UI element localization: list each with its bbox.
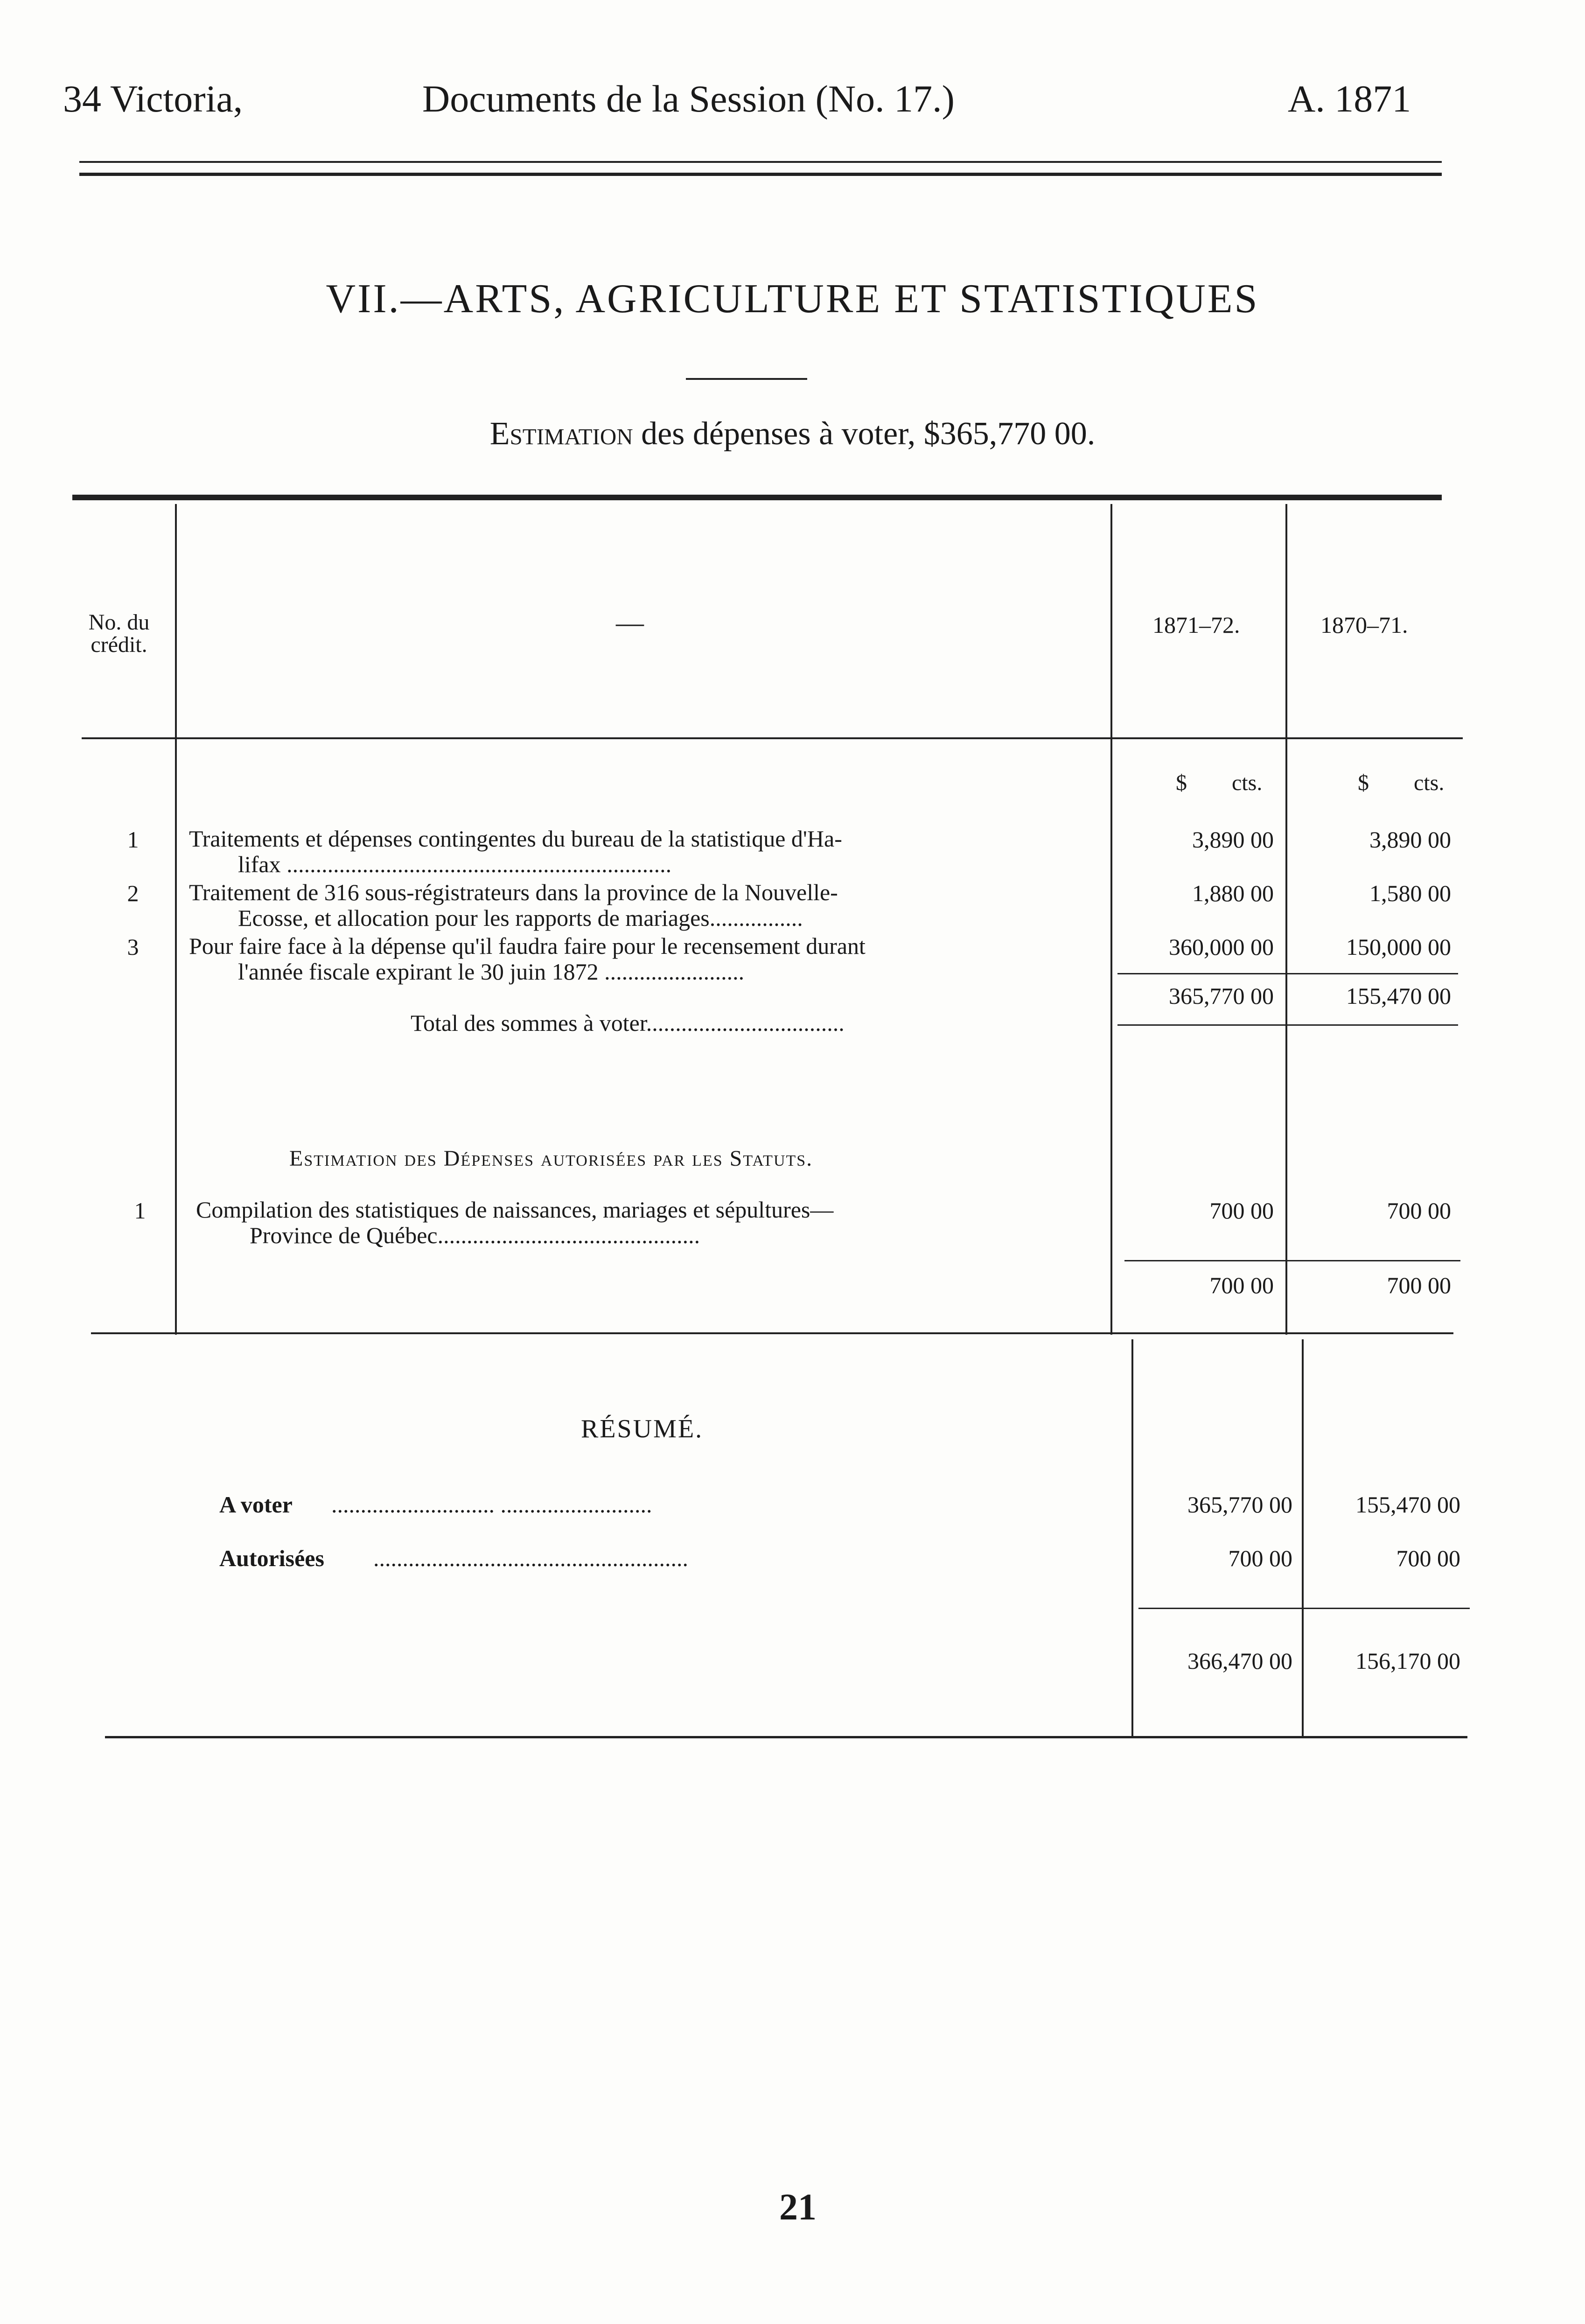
resume-title: RÉSUMÉ.	[581, 1414, 704, 1443]
statute-subtotal-rule	[1124, 1260, 1460, 1261]
unit-cents-1871: cts.	[1232, 770, 1263, 795]
item-value-1871: 1,880 00	[1192, 880, 1274, 906]
subtitle-lead: Estimation	[489, 416, 633, 452]
item-value-1870: 150,000 00	[1346, 934, 1451, 960]
subtotal-rule	[1117, 973, 1458, 974]
item-value-1870: 3,890 00	[1369, 826, 1451, 853]
statute-value-1870: 700 00	[1387, 1197, 1451, 1224]
header-rule-secondary	[79, 173, 1442, 176]
resume-column-rule-1871	[1131, 1339, 1133, 1736]
total-label: Total des sommes à voter..................................	[411, 1010, 845, 1036]
item-description-line1: Traitements et dépenses contingentes du bureau de la statistique d'Ha-	[189, 826, 842, 852]
item-number: 3	[127, 934, 139, 960]
statute-value-1871: 700 00	[1209, 1197, 1274, 1224]
item-number: 2	[127, 880, 139, 906]
resume-value-1871: 700 00	[1228, 1545, 1292, 1571]
unit-cents-1870: cts.	[1414, 770, 1445, 795]
statute-total-1870: 700 00	[1387, 1272, 1451, 1298]
unit-dollar-1870: $	[1358, 770, 1369, 795]
table-bottom-rule	[105, 1736, 1467, 1738]
statute-description-line1: Compilation des statistiques de naissances, mariages et sépultures—	[196, 1197, 834, 1223]
statutes-heading: Estimation des Dépenses autorisées par les Statuts.	[289, 1146, 813, 1171]
resume-total-1870: 156,170 00	[1355, 1648, 1460, 1674]
total-bottom-rule	[1117, 1024, 1458, 1026]
item-description-line2: l'année fiscale expirant le 30 juin 1872 ........................	[238, 959, 745, 985]
resume-total-1871: 366,470 00	[1187, 1648, 1292, 1674]
section-title: VII.—ARTS, AGRICULTURE ET STATISTIQUES	[326, 276, 1259, 322]
item-description-line2: lifax ..................................................................	[238, 851, 672, 877]
statute-total-1871: 700 00	[1209, 1272, 1274, 1298]
header-rule	[79, 161, 1442, 163]
section-subtitle	[0, 415, 1585, 453]
column-rule-1871	[1285, 504, 1287, 1335]
resume-value-1870: 155,470 00	[1355, 1491, 1460, 1518]
column-rule-number	[175, 504, 177, 1335]
title-short-rule	[686, 378, 807, 380]
resume-row-label: Autorisées	[219, 1545, 324, 1571]
item-value-1870: 1,580 00	[1369, 880, 1451, 906]
unit-dollar-1871: $	[1176, 770, 1187, 795]
resume-column-rule-1870	[1302, 1339, 1304, 1736]
item-description-line1: Pour faire face à la dépense qu'il faudra faire pour le recensement durant	[189, 933, 866, 959]
resume-row-label: A voter	[219, 1491, 293, 1518]
header-bottom-rule	[82, 737, 1463, 739]
total-value-1870: 155,470 00	[1346, 983, 1451, 1009]
header-description: —	[616, 607, 644, 638]
page-number: 21	[779, 2187, 817, 2228]
header-year: A. 1871	[1288, 77, 1411, 120]
statute-description-line2: Province de Québec.............................................	[250, 1222, 700, 1248]
header-year-1871: 1871–72.	[1152, 612, 1240, 638]
resume-value-1870: 700 00	[1396, 1545, 1460, 1571]
resume-row-dots: ............................ ..........................	[331, 1491, 652, 1518]
subtitle-rest: des dépenses à voter, $365,770 00.	[641, 416, 1096, 452]
item-value-1871: 3,890 00	[1192, 826, 1274, 853]
header-year-1870: 1870–71.	[1320, 612, 1408, 638]
statute-item-number: 1	[134, 1197, 146, 1224]
resume-value-1871: 365,770 00	[1187, 1491, 1292, 1518]
table-section-rule	[91, 1332, 1453, 1334]
item-value-1871: 360,000 00	[1169, 934, 1274, 960]
header-credit-number: No. du crédit.	[88, 610, 150, 657]
resume-total-rule	[1138, 1608, 1470, 1609]
item-number: 1	[127, 826, 139, 853]
column-rule-desc	[1110, 504, 1112, 1335]
header-volume: 34 Victoria,	[63, 77, 243, 120]
item-description-line2: Ecosse, et allocation pour les rapports de mariages................	[238, 905, 803, 931]
item-description-line1: Traitement de 316 sous-régistrateurs dans la province de la Nouvelle-	[189, 879, 838, 905]
resume-row-dots: ......................................................	[373, 1545, 688, 1571]
total-value-1871: 365,770 00	[1169, 983, 1274, 1009]
header-document: Documents de la Session (No. 17.)	[422, 77, 955, 120]
table-top-rule	[72, 495, 1442, 500]
